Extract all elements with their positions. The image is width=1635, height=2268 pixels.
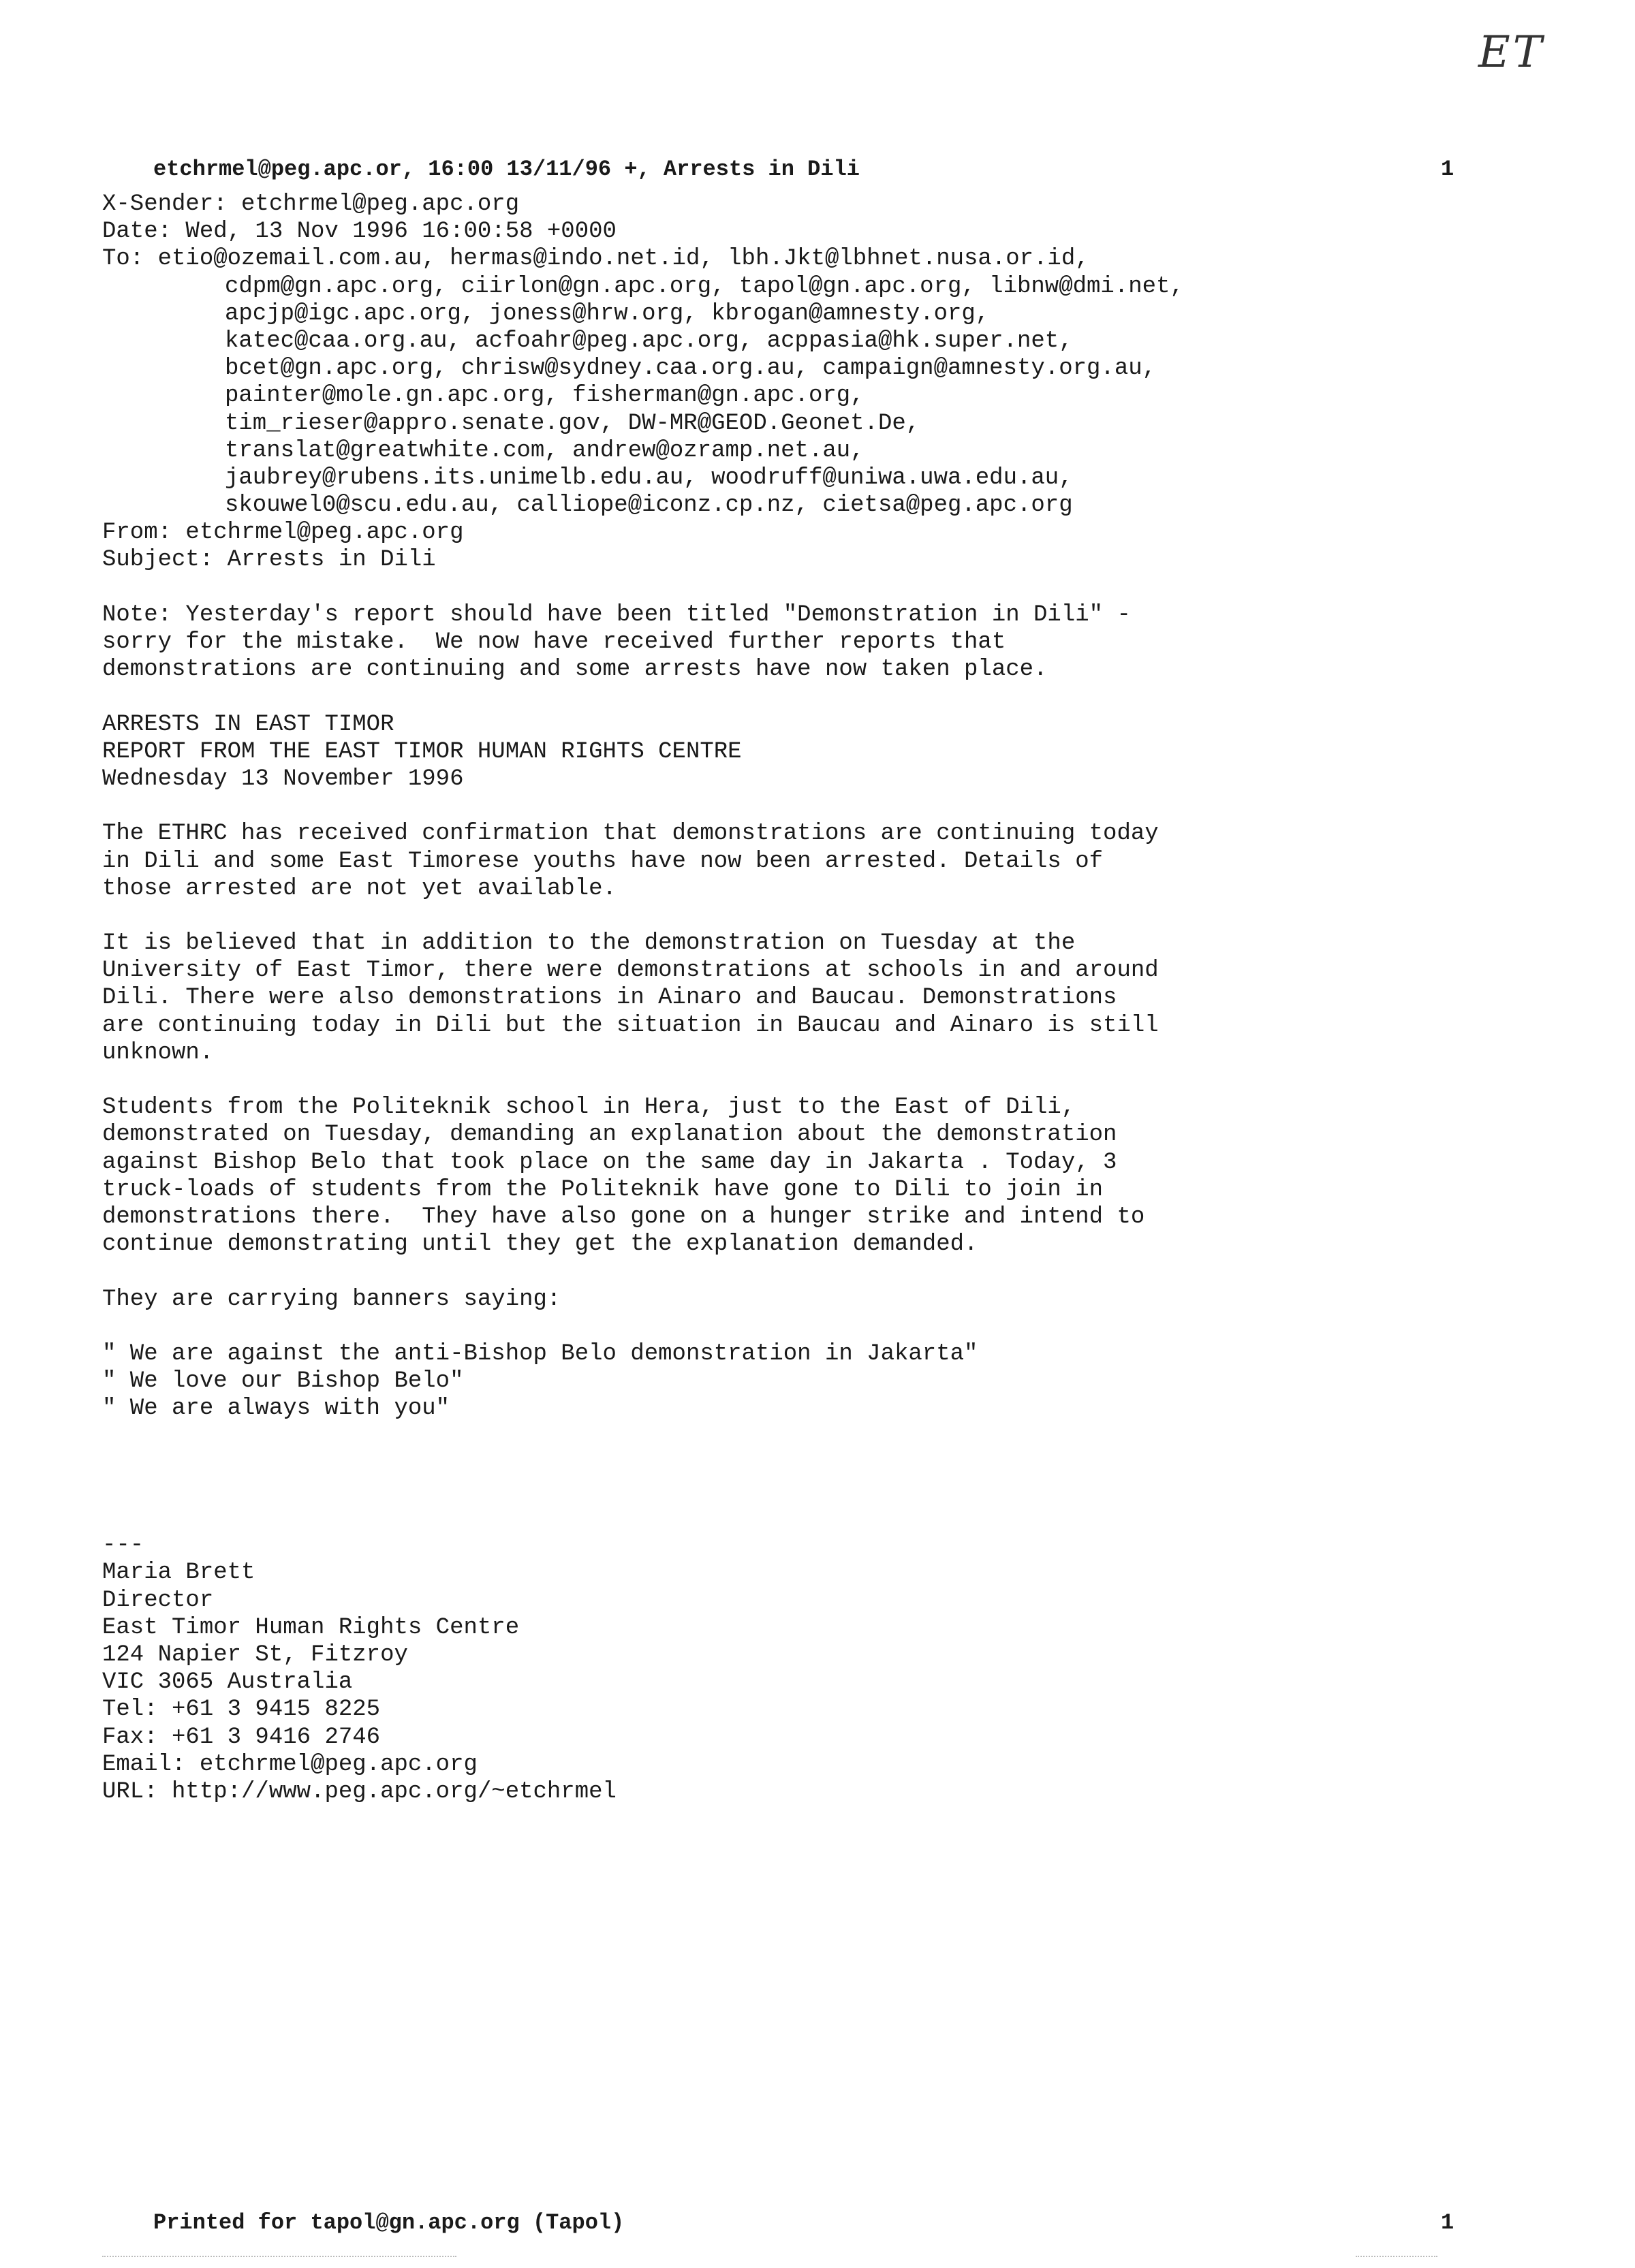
to-recipients-line: apcjp@igc.apc.org, joness@hrw.org, kbrogan@amnesty.org,	[225, 300, 990, 327]
date-header: Date: Wed, 13 Nov 1996 16:00:58 +0000	[102, 219, 617, 245]
paragraph-line: truck-loads of students from the Politeknik have gone to Dili to join in	[102, 1176, 1104, 1203]
paragraph-line: demonstrations there. They have also gone on a hunger strike and intend to	[102, 1203, 1145, 1230]
signature-tel: Tel: +61 3 9415 8225	[102, 1697, 381, 1723]
to-recipients-line: bcet@gn.apc.org, chrisw@sydney.caa.org.au, campaign@amnesty.org.au,	[225, 356, 1157, 382]
page-number-top: 1	[1441, 157, 1454, 182]
signature-fax: Fax: +61 3 9416 2746	[102, 1724, 381, 1750]
signature-url: URL: http://www.peg.apc.org/~etchrmel	[102, 1778, 617, 1805]
paragraph-line: Students from the Politeknik school in Hera, just to the East of Dili,	[102, 1094, 1076, 1121]
from-header: From: etchrmel@peg.apc.org	[102, 520, 464, 546]
banner-quote: " We are against the anti-Bishop Belo demonstration in Jakarta"	[102, 1340, 978, 1367]
footer-rule	[102, 2256, 456, 2257]
banner-quote: " We love our Bishop Belo"	[102, 1368, 464, 1395]
paragraph-line: continue demonstrating until they get the explanation demanded.	[102, 1231, 978, 1258]
signature-city: VIC 3065 Australia	[102, 1669, 353, 1696]
paragraph-line: in Dili and some East Timorese youths have now been arrested. Details of	[102, 848, 1104, 875]
paragraph-line: against Bishop Belo that took place on the same day in Jakarta . Today, 3	[102, 1149, 1117, 1176]
page-number-bottom: 1	[1441, 2210, 1454, 2235]
to-recipients-line: skouwel0@scu.edu.au, calliope@iconz.cp.nz, cietsa@peg.apc.org	[225, 492, 1073, 519]
note-line: sorry for the mistake. We now have received further reports that	[102, 629, 1006, 655]
signature-street: 124 Napier St, Fitzroy	[102, 1641, 408, 1668]
note-line: Note: Yesterday's report should have been titled "Demonstration in Dili" -	[102, 601, 1131, 628]
paragraph-line: unknown.	[102, 1039, 214, 1066]
paragraph-line: demonstrated on Tuesday, demanding an explanation about the demonstration	[102, 1122, 1117, 1148]
print-footer: Printed for tapol@gn.apc.org (Tapol)	[153, 2210, 625, 2235]
signature-separator: ---	[102, 1532, 144, 1559]
paragraph-line: those arrested are not yet available.	[102, 875, 617, 902]
paragraph-line: The ETHRC has received confirmation that demonstrations are continuing today	[102, 821, 1159, 847]
handwritten-annotation: ET	[1478, 27, 1545, 78]
note-line: demonstrations are continuing and some arrests have now taken place.	[102, 657, 1048, 683]
email-body	[102, 191, 1465, 1806]
report-heading-line: REPORT FROM THE EAST TIMOR HUMAN RIGHTS CENTRE	[102, 738, 742, 765]
footer-rule	[1356, 2256, 1437, 2257]
signature-org: East Timor Human Rights Centre	[102, 1614, 520, 1641]
x-sender-header: X-Sender: etchrmel@peg.apc.org	[102, 191, 520, 217]
banner-quote: " We are always with you"	[102, 1396, 450, 1422]
subject-header: Subject: Arrests in Dili	[102, 547, 436, 573]
to-recipients-line: jaubrey@rubens.its.unimelb.edu.au, woodruff@uniwa.uwa.edu.au,	[225, 464, 1073, 491]
banners-intro: They are carrying banners saying:	[102, 1286, 561, 1312]
signature-name: Maria Brett	[102, 1560, 255, 1586]
report-heading-line: ARRESTS IN EAST TIMOR	[102, 711, 394, 738]
paragraph-line: University of East Timor, there were demonstrations at schools in and around	[102, 958, 1159, 984]
to-recipients-line: cdpm@gn.apc.org, ciirlon@gn.apc.org, tapol@gn.apc.org, libnw@dmi.net,	[225, 273, 1184, 300]
signature-email: Email: etchrmel@peg.apc.org	[102, 1751, 478, 1778]
paragraph-line: are continuing today in Dili but the situation in Baucau and Ainaro is still	[102, 1012, 1159, 1039]
to-recipients-line: translat@greatwhite.com, andrew@ozramp.net.au,	[225, 437, 865, 464]
paragraph-line: Dili. There were also demonstrations in Ainaro and Baucau. Demonstrations	[102, 985, 1117, 1011]
report-date-line: Wednesday 13 November 1996	[102, 766, 464, 792]
to-recipients-line: katec@caa.org.au, acfoahr@peg.apc.org, acppasia@hk.super.net,	[225, 328, 1073, 354]
paragraph-line: It is believed that in addition to the demonstration on Tuesday at the	[102, 930, 1076, 957]
to-header: To: etio@ozemail.com.au, hermas@indo.net.id, lbh.Jkt@lbhnet.nusa.or.id,	[102, 246, 1089, 272]
signature-role: Director	[102, 1587, 214, 1613]
to-recipients-line: painter@mole.gn.apc.org, fisherman@gn.apc.org,	[225, 383, 865, 409]
print-header: etchrmel@peg.apc.or, 16:00 13/11/96 +, Arrests in Dili	[153, 157, 860, 182]
to-recipients-line: tim_rieser@appro.senate.gov, DW-MR@GEOD.Geonet.De,	[225, 410, 920, 437]
